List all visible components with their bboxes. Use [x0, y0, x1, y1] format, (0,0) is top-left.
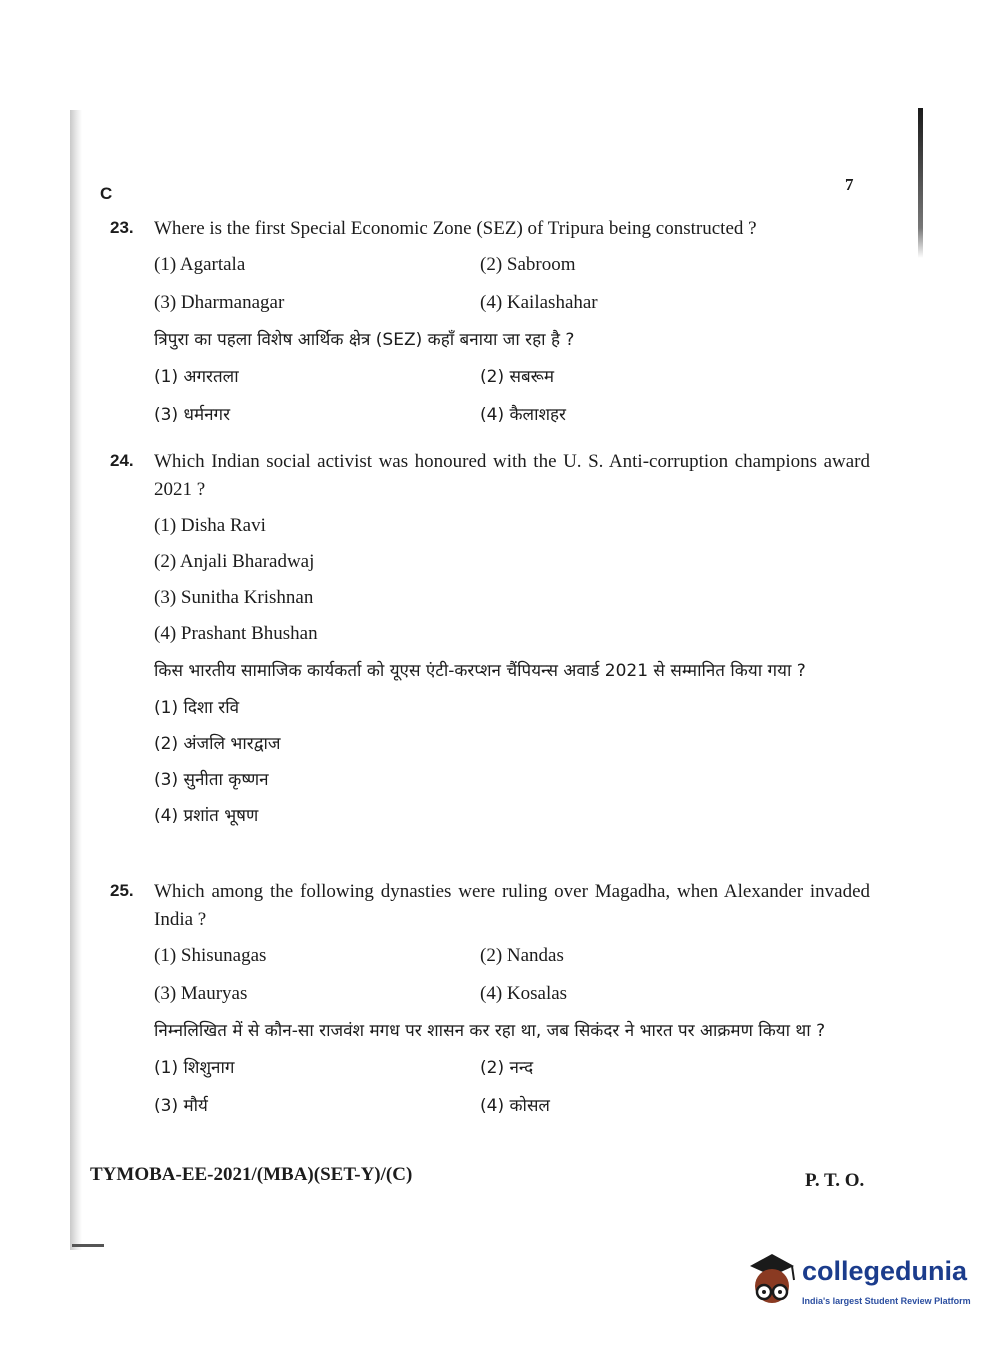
option-3-en: (3) Mauryas	[154, 983, 248, 1004]
option-2-en: (2) Sabroom	[480, 254, 576, 275]
option-3-hi: (3) सुनीता कृष्णन	[154, 770, 269, 790]
question-number: 23.	[110, 218, 134, 237]
option-4-hi: (4) प्रशांत भूषण	[154, 806, 259, 826]
paper-code: TYMOBA-EE-2021/(MBA)(SET-Y)/(C)	[90, 1164, 413, 1185]
question-text-en: Which among the following dynasties were ruling over Magadha, when Alexander invaded India ?	[154, 881, 870, 930]
options-hi	[154, 1054, 870, 1120]
option-4-hi: (4) कैलाशहर	[480, 405, 567, 425]
question-text-hi: निम्नलिखित में से कौन-सा राजवंश मगध पर शासन कर रहा था, जब सिकंदर ने भारत पर आक्रमण किया था ?	[154, 1021, 826, 1041]
option-1-hi: (1) शिशुनाग	[154, 1058, 235, 1078]
option-3-hi: (3) मौर्य	[154, 1096, 208, 1116]
question-23	[110, 215, 870, 429]
option-2-en: (2) Anjali Bharadwaj	[154, 551, 315, 572]
question-text-en: Where is the first Special Economic Zone (SEZ) of Tripura being constructed ?	[154, 218, 757, 239]
brand-name: collegedunia	[802, 1256, 968, 1286]
scan-shadow	[70, 110, 82, 1250]
option-1-en: (1) Agartala	[154, 254, 246, 275]
question-25	[110, 878, 870, 1120]
set-code: C	[100, 184, 113, 203]
option-4-en: (4) Kailashahar	[480, 292, 598, 313]
options-en	[154, 251, 870, 317]
option-2-hi: (2) नन्द	[480, 1058, 534, 1078]
option-4-en: (4) Prashant Bhushan	[154, 623, 318, 644]
options-hi	[154, 694, 870, 830]
question-text-en: Which Indian social activist was honoured with the U. S. Anti-corruption champions award 2021 ?	[154, 451, 870, 500]
question-number: 24.	[110, 451, 134, 470]
question-24	[110, 448, 870, 830]
pto-label: P. T. O.	[805, 1170, 865, 1191]
option-3-en: (3) Sunitha Krishnan	[154, 587, 314, 608]
brand-tagline: India's largest Student Review Platform	[802, 1296, 971, 1306]
option-2-en: (2) Nandas	[480, 945, 564, 966]
collegedunia-logo	[742, 1250, 972, 1320]
mascot-icon	[742, 1250, 802, 1316]
scan-edge	[918, 108, 923, 258]
page-number: 7	[845, 175, 854, 194]
options-hi	[154, 363, 870, 429]
options-en	[154, 512, 870, 648]
option-1-en: (1) Shisunagas	[154, 945, 267, 966]
option-1-en: (1) Disha Ravi	[154, 515, 266, 536]
question-number: 25.	[110, 881, 134, 900]
option-4-en: (4) Kosalas	[480, 983, 568, 1004]
option-1-hi: (1) अगरतला	[154, 367, 239, 387]
option-1-hi: (1) दिशा रवि	[154, 698, 240, 718]
option-2-hi: (2) अंजलि भारद्वाज	[154, 734, 281, 754]
question-text-hi: त्रिपुरा का पहला विशेष आर्थिक क्षेत्र (SEZ) कहाँ बनाया जा रहा है ?	[154, 330, 575, 350]
question-text-hi: किस भारतीय सामाजिक कार्यकर्ता को यूएस एंटी-करप्शन चैंपियन्स अवार्ड 2021 से सम्मानित किया गया ?	[154, 661, 806, 681]
scan-bottom-mark	[72, 1244, 104, 1247]
option-3-en: (3) Dharmanagar	[154, 292, 285, 313]
option-2-hi: (2) सबरूम	[480, 367, 555, 387]
option-4-hi: (4) कोसल	[480, 1096, 550, 1116]
options-en	[154, 942, 870, 1008]
option-3-hi: (3) धर्मनगर	[154, 405, 231, 425]
